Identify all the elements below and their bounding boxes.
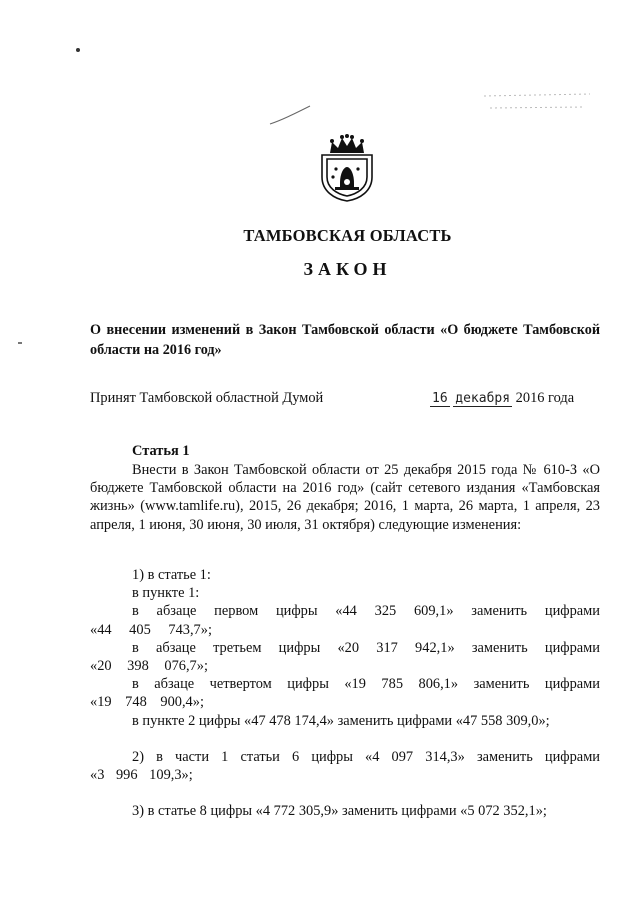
adoption-text: Принят Тамбовской областной Думой xyxy=(90,390,324,406)
list-item: 1) в статье 1: xyxy=(132,567,211,583)
spacer xyxy=(90,784,600,802)
adoption-day: 16 xyxy=(432,391,448,406)
adoption-year: 2016 года xyxy=(515,390,575,406)
list-item: в абзаце четвертом цифры «19 785 806,1» заменить цифрами «19 748 900,4»; xyxy=(90,676,600,711)
list-item: в пункте 2 цифры «47 478 174,4» заменить цифрами «47 558 309,0»; xyxy=(132,712,550,729)
pen-mark-icon xyxy=(268,104,312,126)
list-item: 2) в части 1 статьи 6 цифры «4 097 314,3» заменить цифрами «3 996 109,3»; xyxy=(90,748,600,784)
article-items xyxy=(90,566,600,820)
spacer xyxy=(90,730,600,748)
registration-stamp-icon xyxy=(480,88,600,122)
adoption-date xyxy=(430,390,574,407)
list-item: 3) в статье 8 цифры «4 772 305,9» заменить цифрами «5 072 352,1»; xyxy=(132,803,547,820)
document-type: ЗАКОН xyxy=(303,259,392,279)
article-intro: Внести в Закон Тамбовской области от 25 декабря 2015 года № 610-З «О бюджете Тамбовской области на 2016 год» (сайт сетевого издания «Тамбовская жизнь» (www.tamlife.ru), 2015, 26 декабря; 2016, 1 марта, 26 марта, 1 апреля, 23 апреля, 1 июня, 30 июня, 30 июля, 31 октября) следующие изменения: xyxy=(90,462,600,533)
law-subject: О внесении изменений в Закон Тамбовской области «О бюджете Тамбовской области на 2016 год» xyxy=(90,322,600,358)
scan-speck xyxy=(76,48,80,52)
coat-of-arms-icon xyxy=(316,133,378,203)
list-item: в абзаце первом цифры «44 325 609,1» заменить цифрами «44 405 743,7»; xyxy=(90,603,600,638)
scan-mark xyxy=(18,342,22,344)
article-title: Статья 1 xyxy=(132,443,190,459)
adoption-month: декабря xyxy=(455,391,511,406)
region-title: ТАМБОВСКАЯ ОБЛАСТЬ xyxy=(243,226,452,245)
list-item: в пункте 1: xyxy=(132,585,200,602)
list-item: в абзаце третьем цифры «20 317 942,1» заменить цифрами «20 398 076,7»; xyxy=(90,639,600,675)
